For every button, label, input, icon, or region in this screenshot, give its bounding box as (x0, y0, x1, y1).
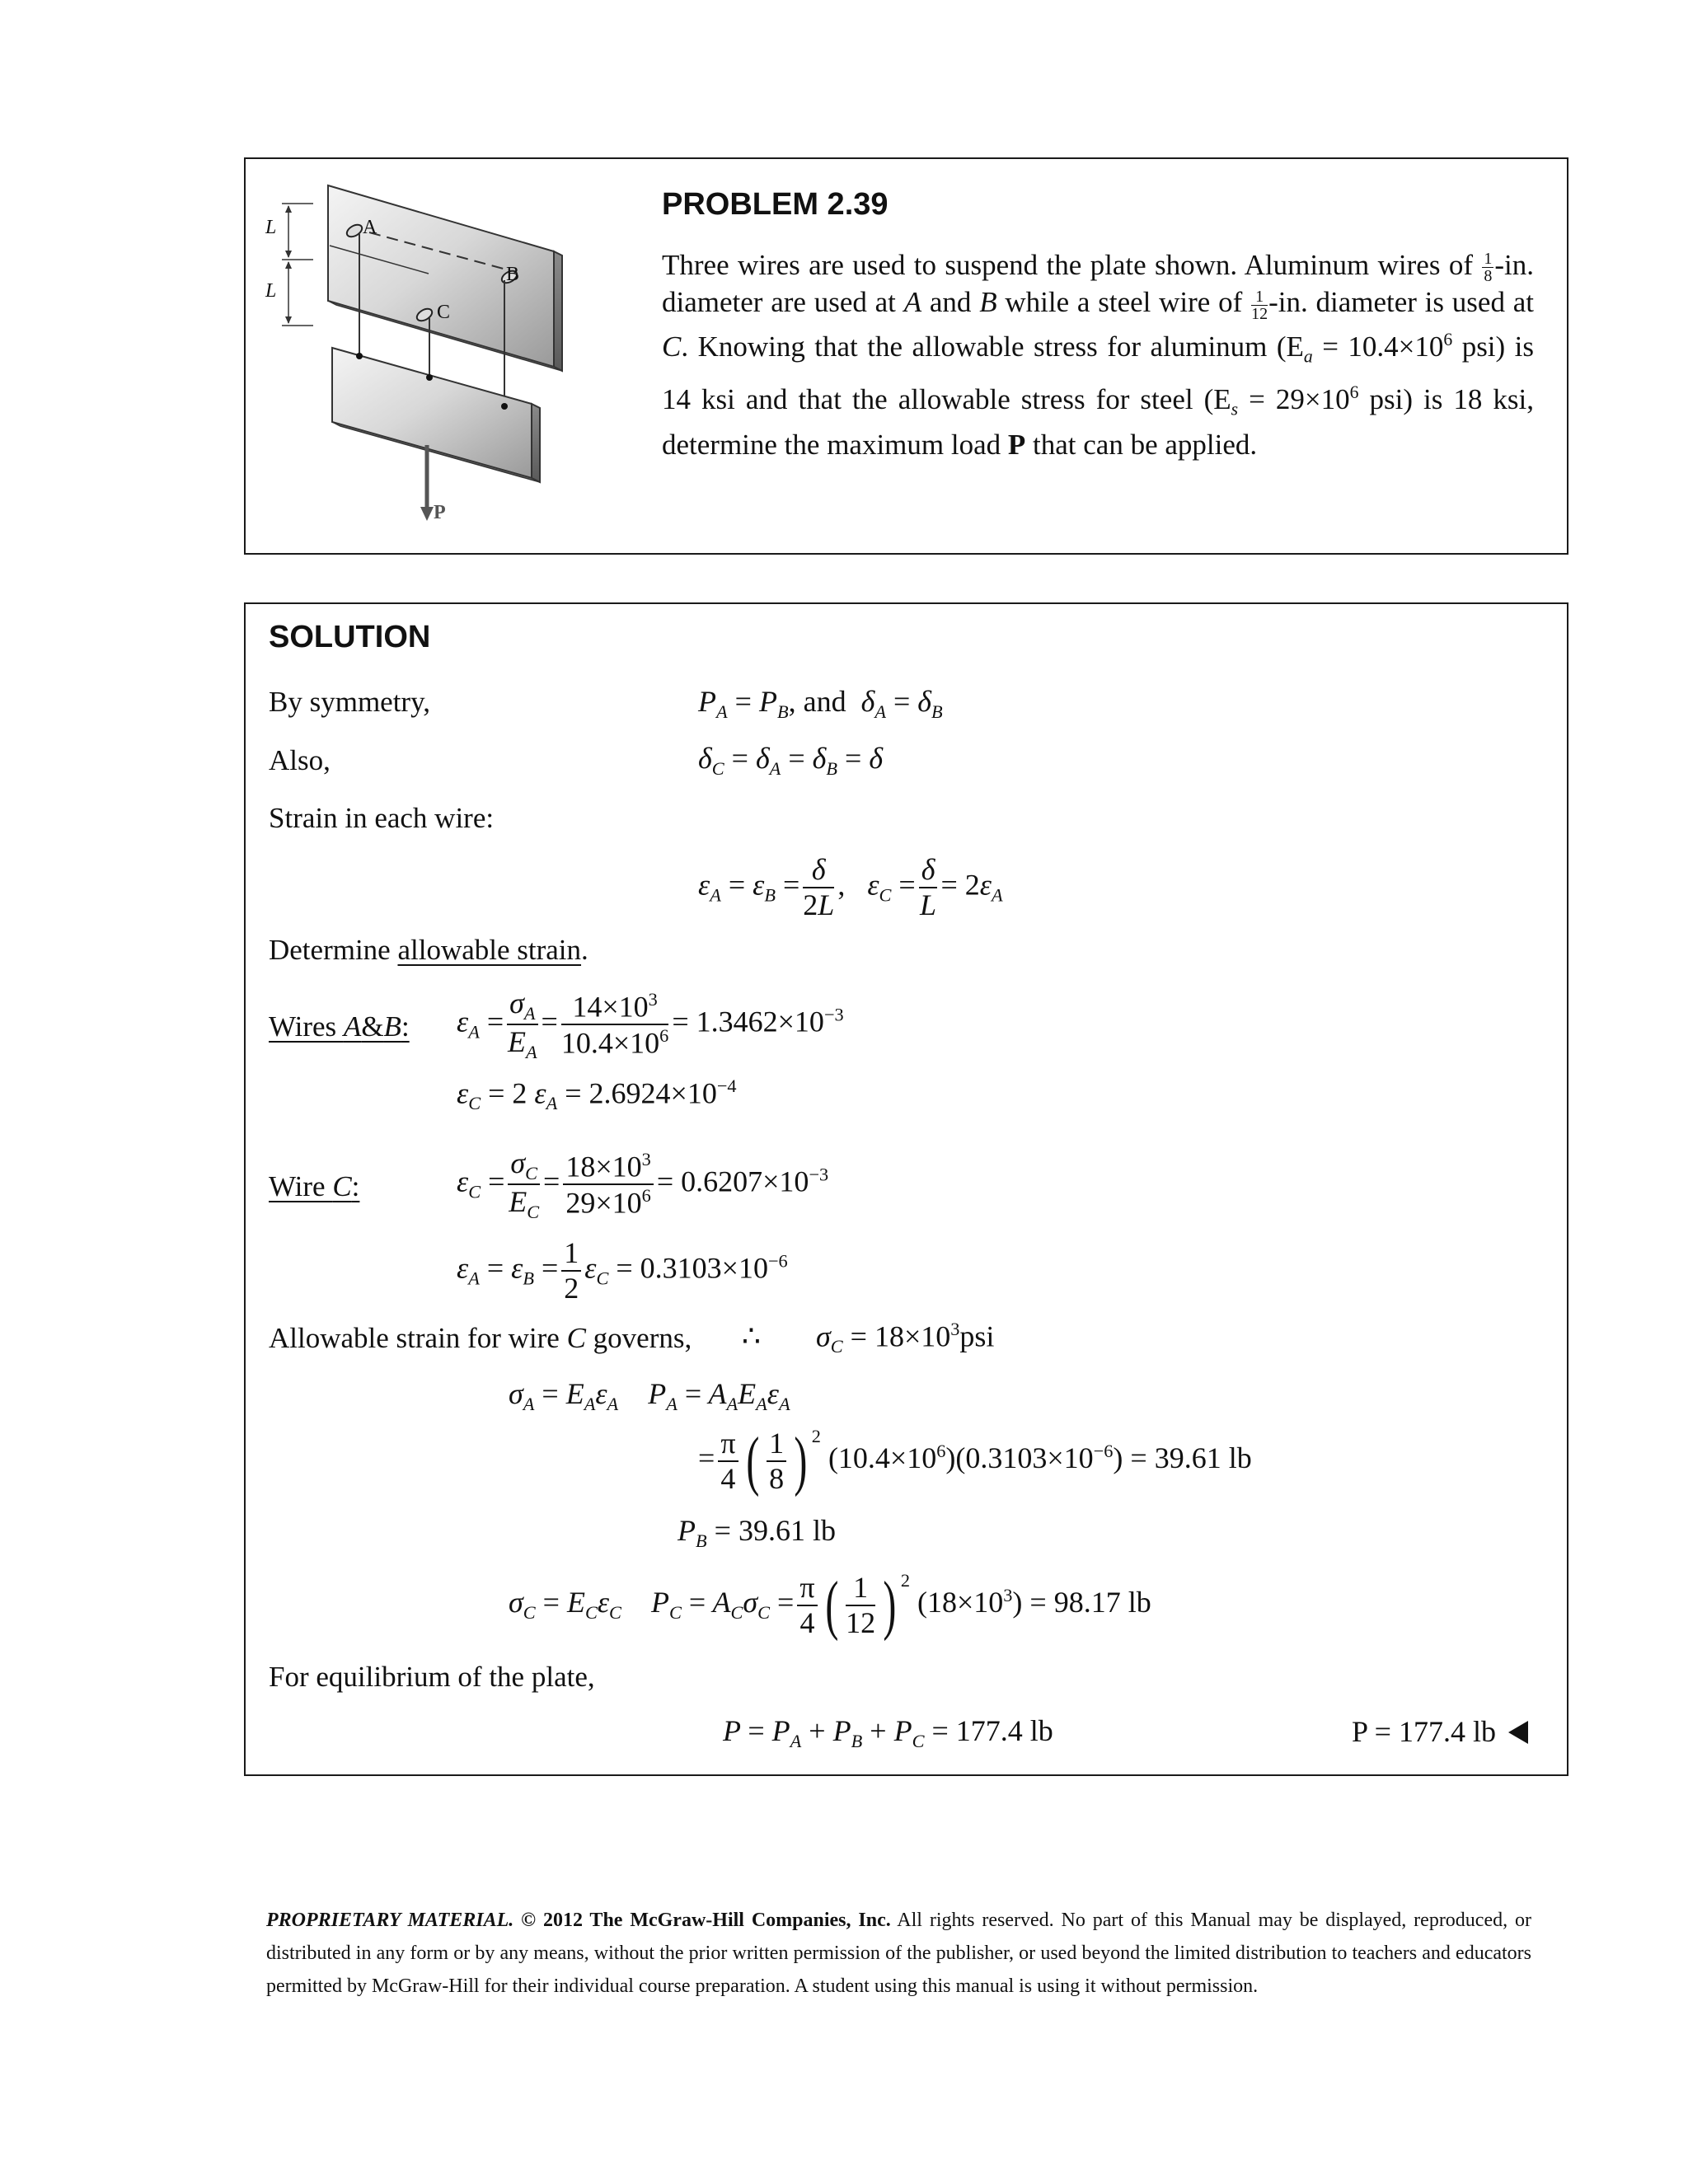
deformation-equation: $\delta_C = \delta_A = \delta_B = \delta$ (698, 742, 884, 779)
strain-ab-equation: $\varepsilon_A$ = $\frac{\sigma_A}{E_A}$ = $\frac{14\times 10^3}{10.4\times 10^6}$ = $1.3462\times 10^{-3}$ (457, 987, 844, 1063)
strain-relation-equation: $\varepsilon_A = \varepsilon_B$ = $\frac{\delta}{2L}$ , $\varepsilon_C$ = $\frac{\delta}{L}$ = $2\varepsilon_A$ (698, 853, 1003, 922)
label-c: C (437, 302, 451, 323)
force-a-calc: = $\frac{\pi}{4}$ ( $\frac{1}{8}$ ) $^2$ $(10.4\times 10^6)(0.3103\times 10^{-6}) = 39.61$ lb (698, 1424, 1252, 1497)
load-arrow (420, 507, 434, 521)
symmetry-equation: $P_A = P_B$, and $\delta_A = \delta_B$ (698, 685, 943, 722)
label-l-lower: L (265, 280, 277, 302)
force-b-equation: $P_B = 39.61$ lb (678, 1514, 836, 1551)
label-a: A (363, 217, 377, 238)
strain-a-from-c-equation: $\varepsilon_A = \varepsilon_B$ = $\frac{1}{2}$ $\varepsilon_C = 0.3103\times 10^{-6}$ (457, 1236, 788, 1305)
determine-label: Determine allowable strain. (269, 934, 588, 966)
by-symmetry-label: By symmetry, (269, 686, 431, 718)
label-l-upper: L (265, 217, 277, 238)
plate-wire-figure (247, 165, 593, 544)
strain-each-label: Strain in each wire: (269, 802, 495, 834)
force-c-equation: $\sigma_C = E_C\varepsilon_C$ $P_C = A_C\sigma_C$ = $\frac{\pi}{4}$ ( $\frac{1}{12}$ ) $^2$ $(18\times 10^3) = 98.17$ lb (509, 1568, 1151, 1642)
wire-c-label: Wire C: (269, 1170, 360, 1202)
strain-c-equation: $\varepsilon_C$ = $\frac{\sigma_C}{E_C}$ = $\frac{18\times 10^3}{29\times 10^6}$ = $0.6207\times 10^{-3}$ (457, 1146, 829, 1223)
problem-title: PROBLEM 2.39 (662, 187, 889, 222)
stress-a-equation: $\sigma_A = E_A\varepsilon_A$ $P_A = A_AE_A\varepsilon_A$ (509, 1377, 790, 1414)
problem-statement: Three wires are used to suspend the plate shown. Aluminum wires of $\frac{1}{8}$ -in. diameter are used at A and B while a steel wire of $\frac{1}{12}$ -in. diameter is used at C. Knowing that the allowable stress for aluminum ($E_a = 10.4\times 10^6$ psi) is 14 ksi and that the allowable stress for steel ($E_s = 29\times 10^6$ psi) is 18 ksi, determine the maximum load P that can be applied. (662, 249, 1535, 462)
support-plate (328, 185, 554, 367)
solution-heading: SOLUTION (269, 620, 431, 654)
suspended-plate (332, 348, 532, 478)
label-p: P (434, 502, 446, 523)
answer-marker-icon (1508, 1721, 1528, 1744)
equilibrium-label: For equilibrium of the plate, (269, 1661, 595, 1693)
final-answer: P = 177.4 lb (1352, 1714, 1528, 1749)
also-label: Also, (269, 744, 331, 776)
sigma-c-value: $\sigma_C = 18\times 10^3psi$ (816, 1319, 995, 1357)
copyright-footer: PROPRIETARY MATERIAL. © 2012 The McGraw-Hill Companies, Inc. All rights reserved. No part of this Manual may be displayed, reproduced, or distributed in any form or by any means, without the prior written permission of the publisher, or used beyond the limited distribution to teachers and educators permitted by McGraw-Hill for their individual course preparation. A student using this manual is using it without permission. (266, 1910, 1531, 1997)
wires-ab-label: Wires A&B: (269, 1010, 410, 1043)
equilibrium-equation: $P = P_A + P_B + P_C = 177.4$ lb (723, 1714, 1053, 1751)
label-b: B (506, 264, 520, 285)
strain-c-from-a-equation: $\varepsilon_C = 2$ $\varepsilon_A = 2.6924\times 10^{-4}$ (457, 1076, 737, 1114)
governs-label: Allowable strain for wire C governs, (269, 1322, 692, 1354)
therefore-symbol: ∴ (742, 1319, 761, 1352)
